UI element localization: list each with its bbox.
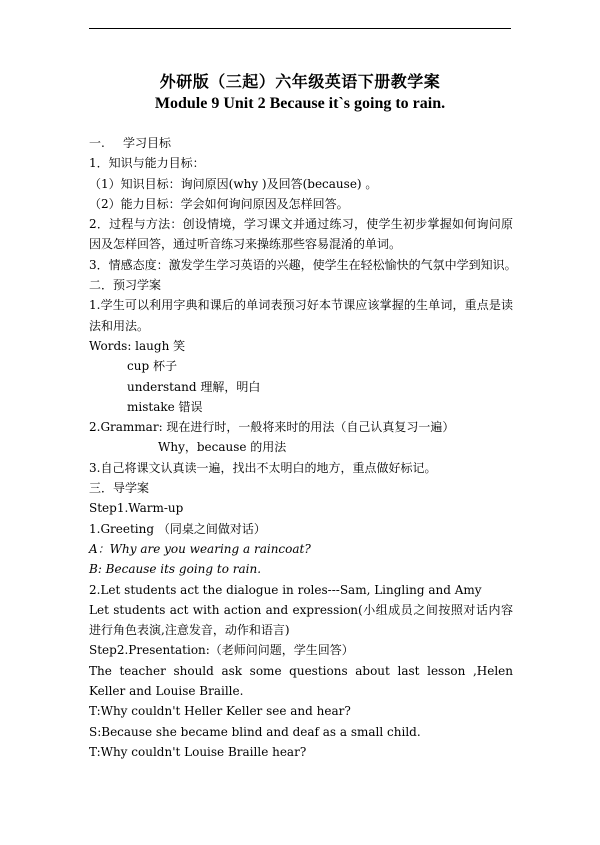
section-heading-objectives (89, 133, 513, 153)
dialog-line: B: Because its going to rain. (89, 562, 262, 577)
word-entry: understand 理解，明白 (127, 379, 261, 394)
dialog-line: S:Because she became blind and deaf as a small child. (89, 724, 421, 739)
dialog-line: T:Why couldn't Heller Keller see and hear? (89, 704, 351, 719)
word-entry: cup 杯子 (127, 359, 177, 374)
grammar-line: 2.Grammar: 现在进行时，一般将来时的用法（自己认真复习一遍） (89, 420, 455, 435)
section-number: 一. (89, 136, 105, 150)
section-heading-preview: 二．预习学案 (89, 278, 162, 293)
step-heading: Step2.Presentation:（老师问问题，学生回答） (89, 643, 354, 658)
document-subtitle: Module 9 Unit 2 Because it`s going to rain. (154, 95, 446, 112)
paragraph: 1．知识与能力目标： (89, 156, 205, 171)
words-line: Words: laugh 笑 (89, 338, 186, 353)
dialog-line: A：Why are you wearing a raincoat? (89, 541, 311, 556)
section-heading-text: 学习目标 (123, 136, 172, 150)
dialog-line: T:Why couldn't Louise Braille hear? (89, 744, 307, 759)
step-heading: Step1.Warm-up (89, 501, 184, 516)
paragraph: 2.Let students act the dialogue in roles---Sam, Lingling and Amy (89, 582, 482, 597)
paragraph: 1.Greeting （同桌之间做对话） (89, 521, 266, 536)
paragraph: 1.学生可以利用字典和课后的单词表预习好本节课应该掌握的生单词，重点是读法和用法。 (89, 298, 513, 333)
paragraph: 3．情感态度：激发学生学习英语的兴趣，使学生在轻松愉快的气氛中学到知识。 (89, 257, 517, 272)
grammar-detail: Why，because 的用法 (158, 440, 287, 455)
document-body (89, 133, 517, 762)
word-entry: mistake 错误 (127, 399, 203, 414)
header-rule (89, 28, 511, 29)
document-title: 外研版（三起）六年级英语下册教学案 (159, 72, 441, 91)
paragraph: （2）能力目标：学会如何询问原因及怎样回答。 (89, 196, 349, 211)
paragraph: Let students act with action and expression(小组成员之间按照对话内容进行角色表演,注意发音，动作和语言) (89, 602, 513, 638)
section-heading-guide: 三．导学案 (89, 481, 150, 496)
paragraph: 2．过程与方法：创设情境，学习课文并通过练习，使学生初步掌握如何询问原因及怎样回答，通过听音练习来操练那些容易混淆的单词。 (89, 217, 513, 252)
paragraph: 3.自己将课文认真读一遍，找出不太明白的地方，重点做好标记。 (89, 460, 437, 475)
paragraph: （1）知识目标：询问原因(why )及回答(because) 。 (89, 176, 378, 191)
paragraph: The teacher should ask some questions about last lesson ,Helen Keller and Louise Braille. (89, 663, 513, 699)
